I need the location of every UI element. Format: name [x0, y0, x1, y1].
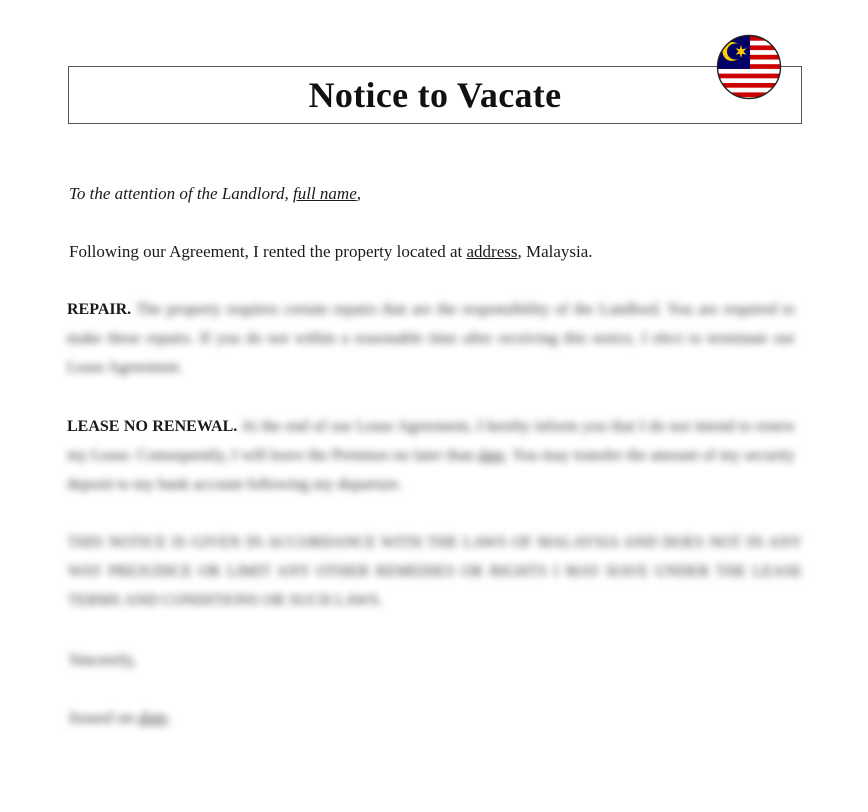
lease-heading: LEASE NO RENEWAL.	[67, 418, 238, 435]
lease-section	[67, 412, 795, 499]
legal-disclaimer: THIS NOTICE IS GIVEN IN ACCORDANCE WITH THE LAWS OF MALAYSIA AND DOES NOT IN ANY WAY PREJUDICE OR LIMIT ANY OTHER REMEDIES OR RIGHTS I MAY HAVE UNDER THE LEASE TERMS AND CONDITIONS OR SUCH LAWS.	[68, 534, 802, 609]
issued-prefix: Issued on	[69, 708, 134, 727]
property-prefix: Following our Agreement, I rented the property located at	[69, 242, 463, 261]
address-field: address	[466, 242, 518, 261]
repair-body: The property requires certain repairs that are the responsibility of the Landlord. You are required to make these repairs. If you do not within a reasonable time after receiving this notice, I elect to terminate our Lease Agreement.	[67, 301, 795, 376]
repair-section	[67, 295, 795, 382]
closing-line: Sincerely,	[69, 650, 137, 669]
page-title: Notice to Vacate	[308, 75, 562, 115]
property-suffix: , Malaysia.	[517, 242, 593, 261]
title-box	[68, 66, 802, 124]
repair-heading: REPAIR.	[67, 301, 132, 318]
landlord-name-field: full name	[293, 184, 357, 203]
issued-suffix: .	[167, 708, 172, 727]
lease-body-start: At the end of our Lease Agreement, I hereby inform you that I do not intend to renew my Lease. Consequently, I will leave the Premises no later than	[67, 418, 796, 464]
lease-body-end: . You may transfer the amount of my security deposit to my bank account following my departure.	[67, 447, 795, 493]
malaysia-flag-icon	[716, 34, 782, 100]
attention-suffix: ,	[356, 184, 362, 203]
issued-line	[69, 703, 171, 732]
issued-date-field: date	[137, 708, 168, 727]
attention-line	[69, 179, 361, 208]
lease-date-field: date	[477, 447, 505, 464]
property-line	[69, 237, 593, 266]
attention-prefix: To the attention of the Landlord,	[69, 184, 289, 203]
